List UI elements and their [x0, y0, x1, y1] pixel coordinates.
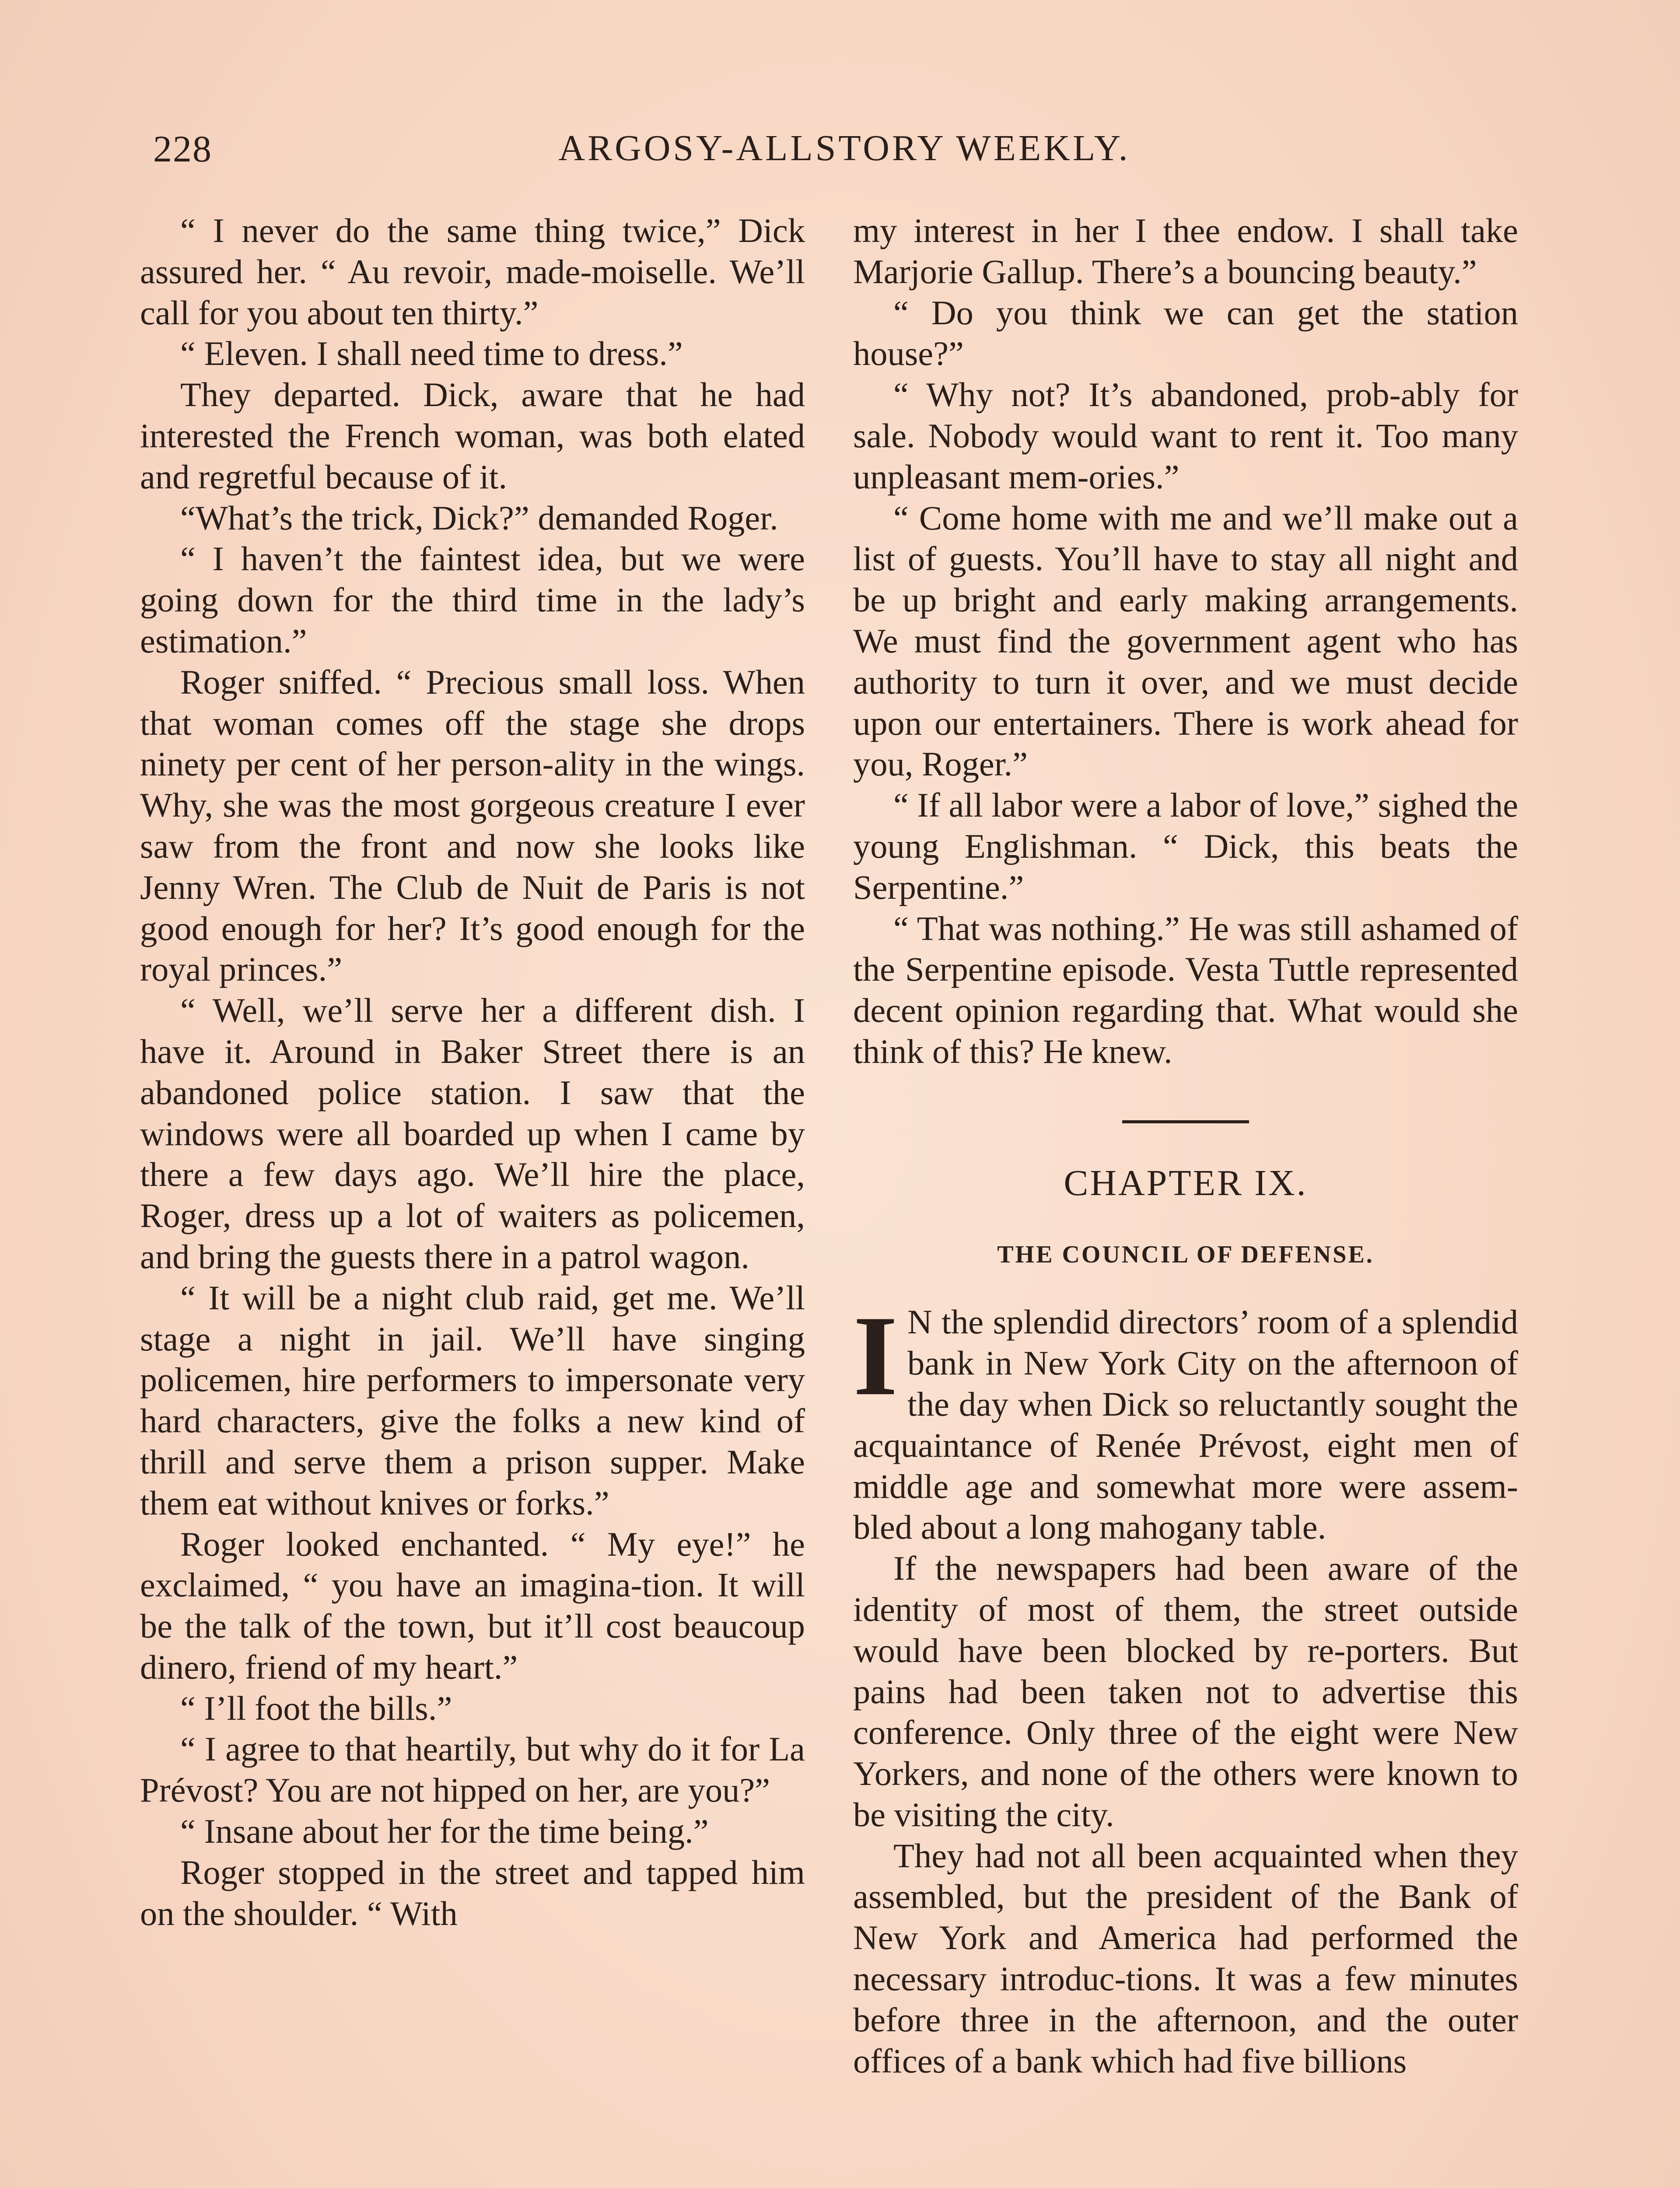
paragraph: Roger sniffed. “ Precious small loss. When that woman comes off the stage she drops ninety per cent of her person-ality in the wings. Why, she was the most gorgeous creature I ever saw from the front and now she looks like Jenny Wren. The Club de Nuit de Paris is not good enough for her? It’s good enough for the royal princes.” — [140, 663, 805, 989]
chapter-opening-text: N the splendid directors’ room of a splendid bank in New York City on the afternoon of the day when Dick so reluctantly sought the acquaintance of Renée Prévost, eight men of middle age and somewhat more were assem-bled about a long mahogany table. — [853, 1303, 1518, 1546]
chapter-subtitle: THE COUNCIL OF DEFENSE. — [997, 1241, 1374, 1268]
paragraph: “ I haven’t the faintest idea, but we were going down for the third time in the lady’s estimation.” — [140, 540, 805, 660]
paragraph-continued: my interest in her I thee endow. I shall take Marjorie Gallup. There’s a bouncing beauty.” — [853, 211, 1518, 291]
paragraph: “ I’ll foot the bills.” — [180, 1689, 452, 1727]
paragraph: “ Eleven. I shall need time to dress.” — [180, 334, 683, 373]
paragraph: “What’s the trick, Dick?” demanded Roger. — [180, 498, 778, 537]
paragraph: “ Why not? It’s abandoned, prob-ably for sale. Nobody would want to rent it. Too many unpleasant mem-ories.” — [853, 375, 1518, 496]
paragraph: They departed. Dick, aware that he had interested the French woman, was both elated and regretful because of it. — [140, 375, 805, 496]
paragraph: “ I agree to that heartily, but why do it for La Prévost? You are not hipped on her, are you?” — [140, 1730, 805, 1809]
paragraph: “ Insane about her for the time being.” — [180, 1812, 709, 1851]
page-header — [153, 127, 1536, 179]
drop-cap: I — [853, 1292, 898, 1420]
right-column — [853, 210, 1518, 2081]
paragraph: If the newspapers had been aware of the identity of most of them, the street outside would have been blocked by re-porters. But pains had been taken not to advertise this conference. Only three of the eight were New Yorkers, and none of the others were known to be visiting the city. — [853, 1549, 1518, 1834]
paragraph: “ If all labor were a labor of love,” sighed the young Englishman. “ Dick, this beats the Serpentine.” — [853, 786, 1518, 906]
section-divider — [1122, 1120, 1249, 1123]
chapter-opening-paragraph — [853, 1292, 1518, 1548]
paragraph: “ Come home with me and we’ll make out a list of guests. You’ll have to stay all night and be up bright and early making arrangements. We must find the government agent who has authority to turn it over, and we must decide upon our entertainers. There is work ahead for you, Roger.” — [853, 498, 1518, 783]
paragraph: “ Well, we’ll serve her a different dish. I have it. Around in Baker Street there is an abandoned police station. I saw that the windows were all boarded up when I came by there a few days ago. We’ll hire the place, Roger, dress up a lot of waiters as policemen, and bring the guests there in a patrol wagon. — [140, 991, 805, 1276]
paragraph: “ Do you think we can get the station house?” — [853, 293, 1518, 373]
paragraph: “ I never do the same thing twice,” Dick assured her. “ Au revoir, made-moiselle. We’ll call for you about ten thirty.” — [140, 211, 805, 332]
paragraph: Roger looked enchanted. “ My eye!” he exclaimed, “ you have an imagina-tion. It will be the talk of the town, but it’ll cost beaucoup dinero, friend of my heart.” — [140, 1525, 805, 1686]
left-column — [140, 210, 805, 1934]
paragraph: “ That was nothing.” He was still ashamed of the Serpentine episode. Vesta Tuttle represented decent opinion regarding that. What would she think of this? He knew. — [853, 909, 1518, 1070]
page-number: 228 — [153, 128, 212, 170]
paragraph: They had not all been acquainted when they assembled, but the president of the Bank of New York and America had performed the necessary introduc-tions. It was a few minutes before three in the afternoon, and the outer offices of a bank which had five billions — [853, 1836, 1518, 2080]
chapter-title: CHAPTER IX. — [1064, 1162, 1308, 1203]
paragraph: “ It will be a night club raid, get me. We’ll stage a night in jail. We’ll have singing policemen, hire performers to impersonate very hard characters, give the folks a new kind of thrill and serve them a prison supper. Make them eat without knives or forks.” — [140, 1278, 805, 1522]
running-title: ARGOSY-ALLSTORY WEEKLY. — [558, 128, 1130, 168]
paragraph: Roger stopped in the street and tapped him on the shoulder. “ With — [140, 1853, 805, 1932]
